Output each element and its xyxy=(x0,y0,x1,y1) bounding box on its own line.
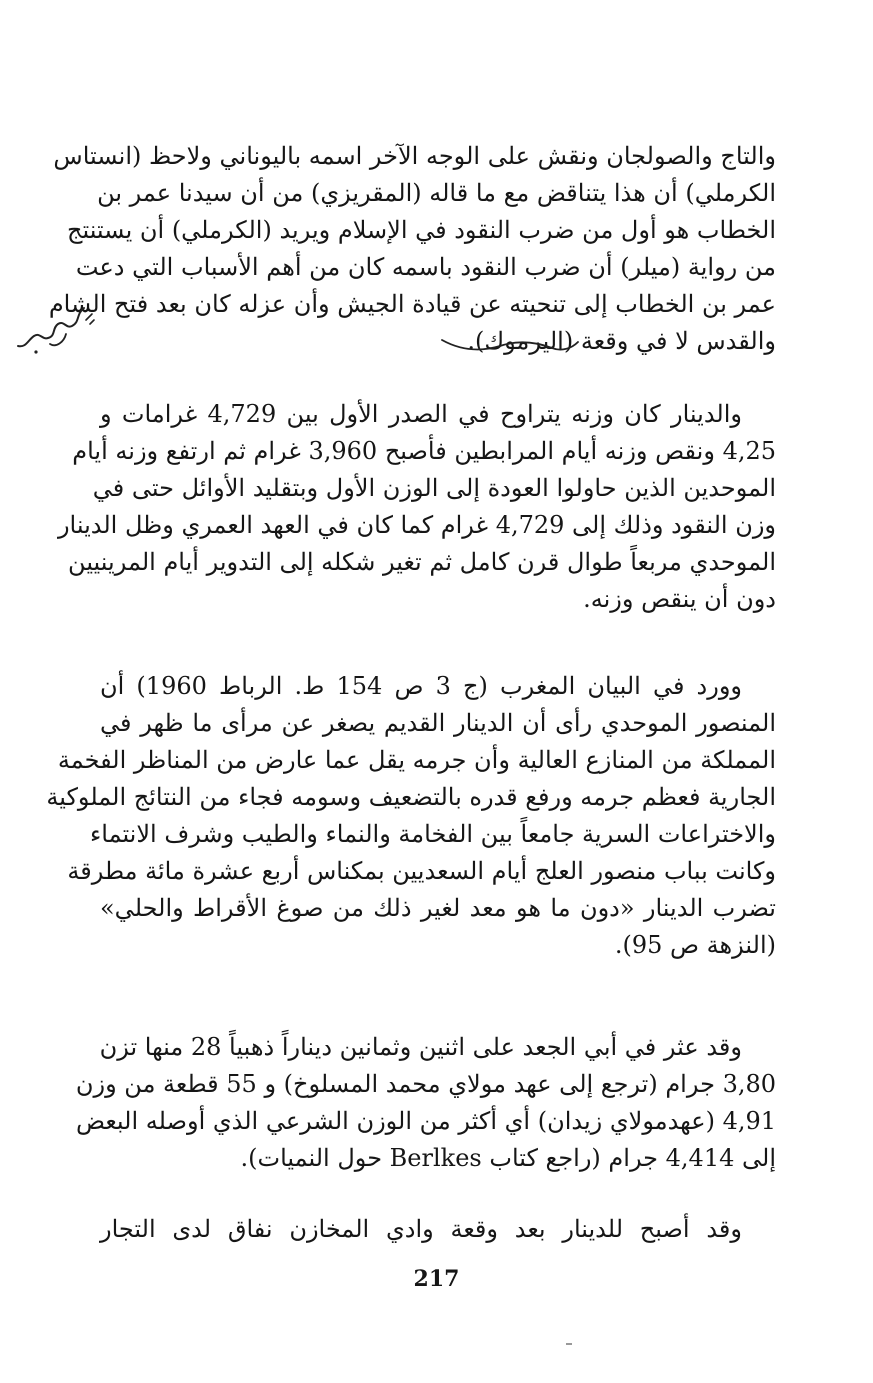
text-line: من رواية (ميلر) أن ضرب النقود باسمه كان من أهم الأسباب التي دعت xyxy=(75,253,776,281)
text-line: الموحدي مربعاً طوال قرن كامل ثم تغير شكله إلى التدوير أيام المرينيين xyxy=(68,548,776,576)
text-line: تضرب الدينار «دون ما هو معد لغير ذلك من صوغ الأقراط والحلي» xyxy=(100,894,776,922)
handwritten-underline xyxy=(440,336,580,356)
text-line: عمر بن الخطاب إلى تنحيته عن قيادة الجيش وأن عزله كان بعد فتح الشام xyxy=(48,290,776,318)
text-line: الموحدين الذين حاولوا العودة إلى الوزن الأول وبتقليد الأوائل حتى في xyxy=(92,474,776,502)
text-line: (النزهة ص 95). xyxy=(614,931,776,959)
paragraph-3 xyxy=(46,668,776,964)
text-line: والاختراعات السرية جامعاً بين الفخامة والنماء والطيب وشرف الانتماء xyxy=(89,820,776,848)
text-line: وقد أصبح للدينار بعد وقعة وادي المخازن نفاق لدى التجار xyxy=(100,1215,742,1243)
text-line: وقد عثر في أبي الجعد على اثنين وثمانين ديناراً ذهبياً 28 منها تزن xyxy=(99,1033,742,1061)
text-line: دون أن ينقص وزنه. xyxy=(583,585,776,613)
text-line: والدينار كان وزنه يتراوح في الصدر الأول بين 4,729 غرامات و xyxy=(100,400,742,428)
text-line: إلى 4,414 جرام (راجع كتاب Berlkes حول النميات). xyxy=(240,1144,776,1172)
text-line: والقدس لا في وقعة (اليرموك). xyxy=(467,327,776,355)
text-line: 4,25 ونقص وزنه أيام المرابطين فأصبح 3,960 غرام ثم ارتفع وزنه أيام xyxy=(72,437,776,465)
text-line: الجارية فعظم جرمه ورفع قدره بالتضعيف وسومه فجاء من النتائج الملوكية xyxy=(46,783,776,811)
text-line: والتاج والصولجان ونقش على الوجه الآخر اسمه باليوناني ولاحظ (انستاس xyxy=(53,142,776,170)
text-line: الخطاب هو أول من ضرب النقود في الإسلام ويريد (الكرملي) أن يستنتج xyxy=(66,216,776,244)
text-line: المنصور الموحدي رأى أن الدينار القديم يصغر عن مرأى ما ظهر في xyxy=(100,709,776,737)
handwritten-margin-note xyxy=(6,300,96,360)
text-line: وزن النقود وذلك إلى 4,729 غرام كما كان في العهد العمري وظل الدينار xyxy=(57,511,776,539)
text-line: 4,91 (عهدمولاي زيدان) أي أكثر من الوزن الشرعي الذي أوصله البعض xyxy=(75,1107,776,1135)
text-line: 3,80 جرام (ترجع إلى عهد مولاي محمد المسلوخ) و 55 قطعة من وزن xyxy=(75,1070,776,1098)
paragraph-4 xyxy=(75,1029,776,1177)
text-line: المملكة من المنازع العالية وأن جرمه يقل عما عارض من المناظر الفخمة xyxy=(57,746,776,774)
text-line: الكرملي) أن هذا يتناقض مع ما قاله (المقريزي) من أن سيدنا عمر بن xyxy=(97,179,776,207)
page-number: 217 xyxy=(413,1266,460,1292)
paragraph-1 xyxy=(48,138,776,360)
paragraph-5 xyxy=(100,1211,776,1248)
paragraph-2 xyxy=(57,396,776,618)
text-line: وورد في البيان المغرب (ج 3 ص 154 ط. الرباط 1960) أن xyxy=(100,672,743,700)
text-line: وكانت بباب منصور العلج أيام السعديين بمكناس أربع عشرة مائة مطرقة xyxy=(67,857,776,885)
scan-speck xyxy=(566,1342,572,1346)
